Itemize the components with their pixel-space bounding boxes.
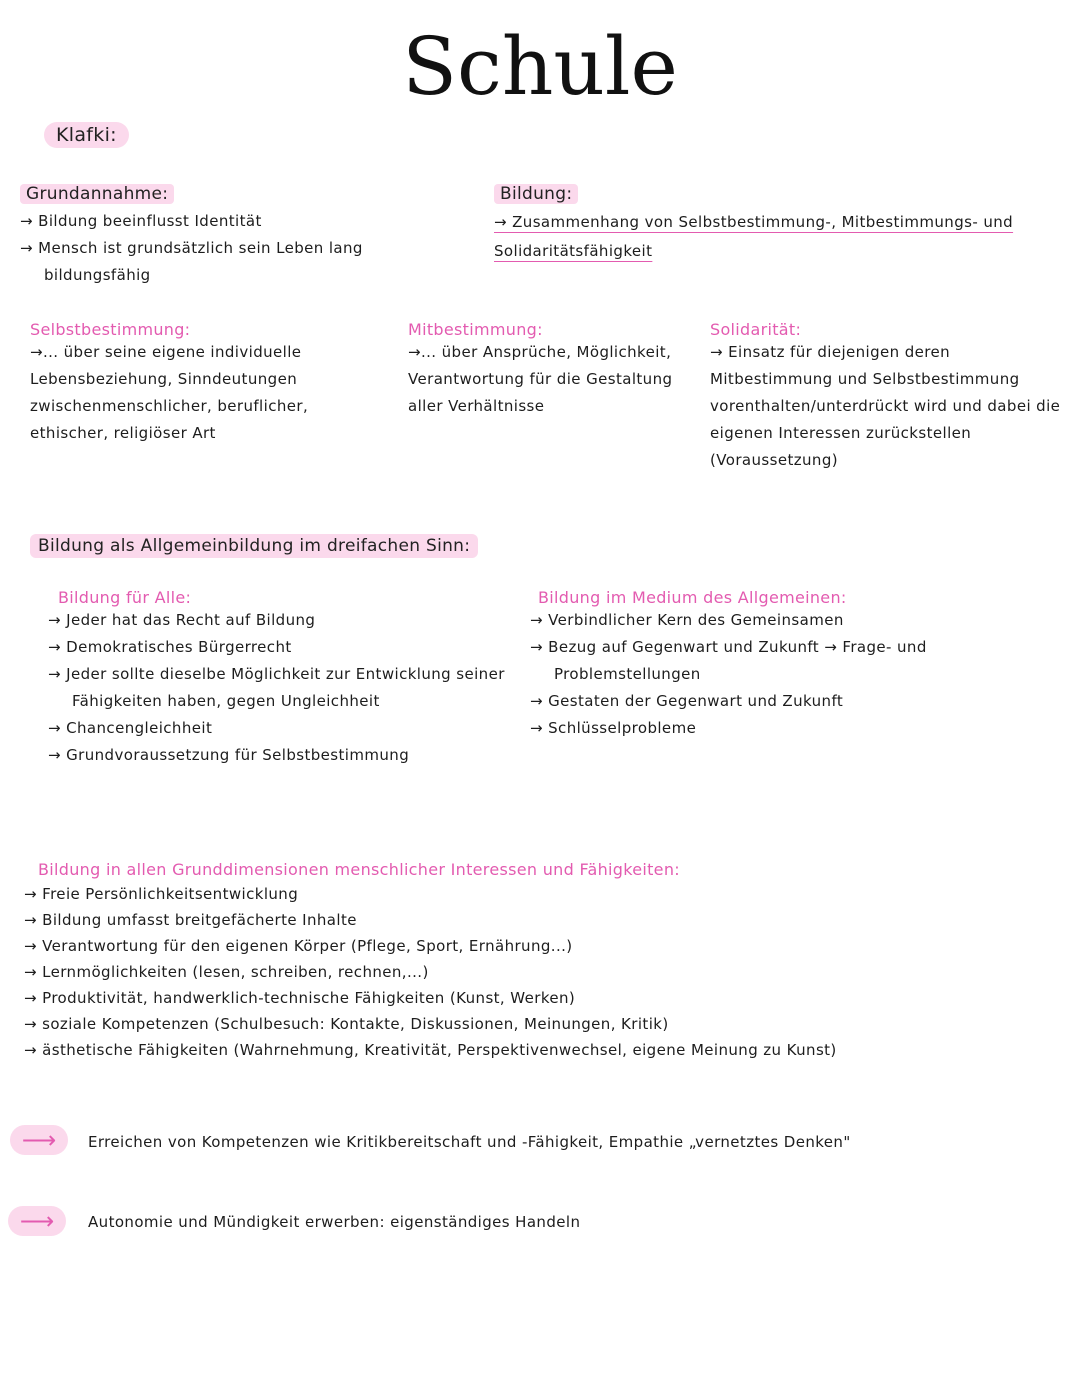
- selbstbestimmung-section: [30, 320, 360, 447]
- solidaritaet-section: [710, 320, 1072, 474]
- fuer-alle-heading: Bildung für Alle:: [58, 588, 192, 607]
- bildung-section: [494, 184, 1064, 266]
- fuer-alle-item: → Chancengleichheit: [48, 719, 213, 737]
- arrow-right-icon: ⟶: [8, 1206, 66, 1236]
- grundannahme-section: [20, 184, 460, 289]
- solidaritaet-heading: Solidarität:: [710, 320, 802, 339]
- mitbestimmung-section: [408, 320, 680, 420]
- fuer-alle-item: → Demokratisches Bürgerrecht: [48, 638, 292, 656]
- grunddimensionen-item: → soziale Kompetenzen (Schulbesuch: Kontakte, Diskussionen, Meinungen, Kritik): [24, 1015, 669, 1033]
- selbstbestimmung-text: →... über seine eigene individuelle Lebensbeziehung, Sinndeutungen zwischenmenschlicher, beruflicher, ethischer, religiöser Art: [30, 343, 309, 442]
- grunddimensionen-item: → Freie Persönlichkeitsentwicklung: [24, 885, 299, 903]
- fuer-alle-item: → Jeder hat das Recht auf Bildung: [48, 611, 316, 629]
- grunddimensionen-item: → ästhetische Fähigkeiten (Wahrnehmung, Kreativität, Perspektivenwechsel, eigene Meinung zu Kunst): [24, 1041, 837, 1059]
- grunddimensionen-heading: Bildung in allen Grunddimensionen menschlicher Interessen und Fähigkeiten:: [38, 860, 680, 879]
- allgemeinbildung-section: [30, 536, 478, 556]
- allgemeinbildung-heading: Bildung als Allgemeinbildung im dreifachen Sinn:: [30, 534, 478, 558]
- medium-item: → Gestaten der Gegenwart und Zukunft: [530, 692, 844, 710]
- fuer-alle-item: → Grundvoraussetzung für Selbstbestimmung: [48, 746, 410, 764]
- klafki-label: Klafki:: [44, 122, 129, 148]
- arrow-right-icon: ⟶: [10, 1125, 68, 1155]
- grunddimensionen-item: → Lernmöglichkeiten (lesen, schreiben, rechnen,...): [24, 963, 429, 981]
- medium-section: [530, 588, 1000, 742]
- fuer-alle-item: → Jeder sollte dieselbe Möglichkeit zur Entwicklung seiner Fähigkeiten haben, gegen Ungleichheit: [48, 665, 505, 710]
- medium-item: → Bezug auf Gegenwart und Zukunft → Frage- und Problemstellungen: [530, 638, 927, 683]
- grunddimensionen-item: → Verantwortung für den eigenen Körper (Pflege, Sport, Ernährung...): [24, 937, 573, 955]
- medium-item: → Verbindlicher Kern des Gemeinsamen: [530, 611, 844, 629]
- mitbestimmung-text: →... über Ansprüche, Möglichkeit, Verantwortung für die Gestaltung aller Verhältnisse: [408, 343, 673, 415]
- bildung-text: → Zusammenhang von Selbstbestimmung-, Mitbestimmungs- und Solidaritätsfähigkeit: [494, 213, 1014, 260]
- mitbestimmung-heading: Mitbestimmung:: [408, 320, 543, 339]
- grundannahme-item: → Bildung beeinflusst Identität: [20, 212, 262, 230]
- grunddimensionen-item: → Produktivität, handwerklich-technische Fähigkeiten (Kunst, Werken): [24, 989, 576, 1007]
- solidaritaet-text: → Einsatz für diejenigen deren Mitbestimmung und Selbstbestimmung vorenthalten/unterdrückt wird und dabei die eigenen Interessen zurückstellen (Voraussetzung): [710, 343, 1061, 469]
- grundannahme-heading: Grundannahme:: [20, 184, 174, 204]
- bildung-heading: Bildung:: [494, 184, 578, 204]
- conclusion-text: Erreichen von Kompetenzen wie Kritikbereitschaft und -Fähigkeit, Empathie „vernetztes Denken": [88, 1133, 851, 1151]
- grunddimensionen-item: → Bildung umfasst breitgefächerte Inhalte: [24, 911, 357, 929]
- fuer-alle-section: [34, 588, 512, 769]
- medium-item: → Schlüsselprobleme: [530, 719, 697, 737]
- klafki-label-box: [44, 124, 129, 146]
- grundannahme-item: → Mensch ist grundsätzlich sein Leben lang bildungsfähig: [20, 239, 363, 284]
- conclusion-text: Autonomie und Mündigkeit erwerben: eigenständiges Handeln: [88, 1213, 581, 1231]
- page-title: Schule: [402, 20, 678, 113]
- selbstbestimmung-heading: Selbstbestimmung:: [30, 320, 191, 339]
- medium-heading: Bildung im Medium des Allgemeinen:: [538, 588, 847, 607]
- grunddimensionen-section: [24, 860, 1064, 1063]
